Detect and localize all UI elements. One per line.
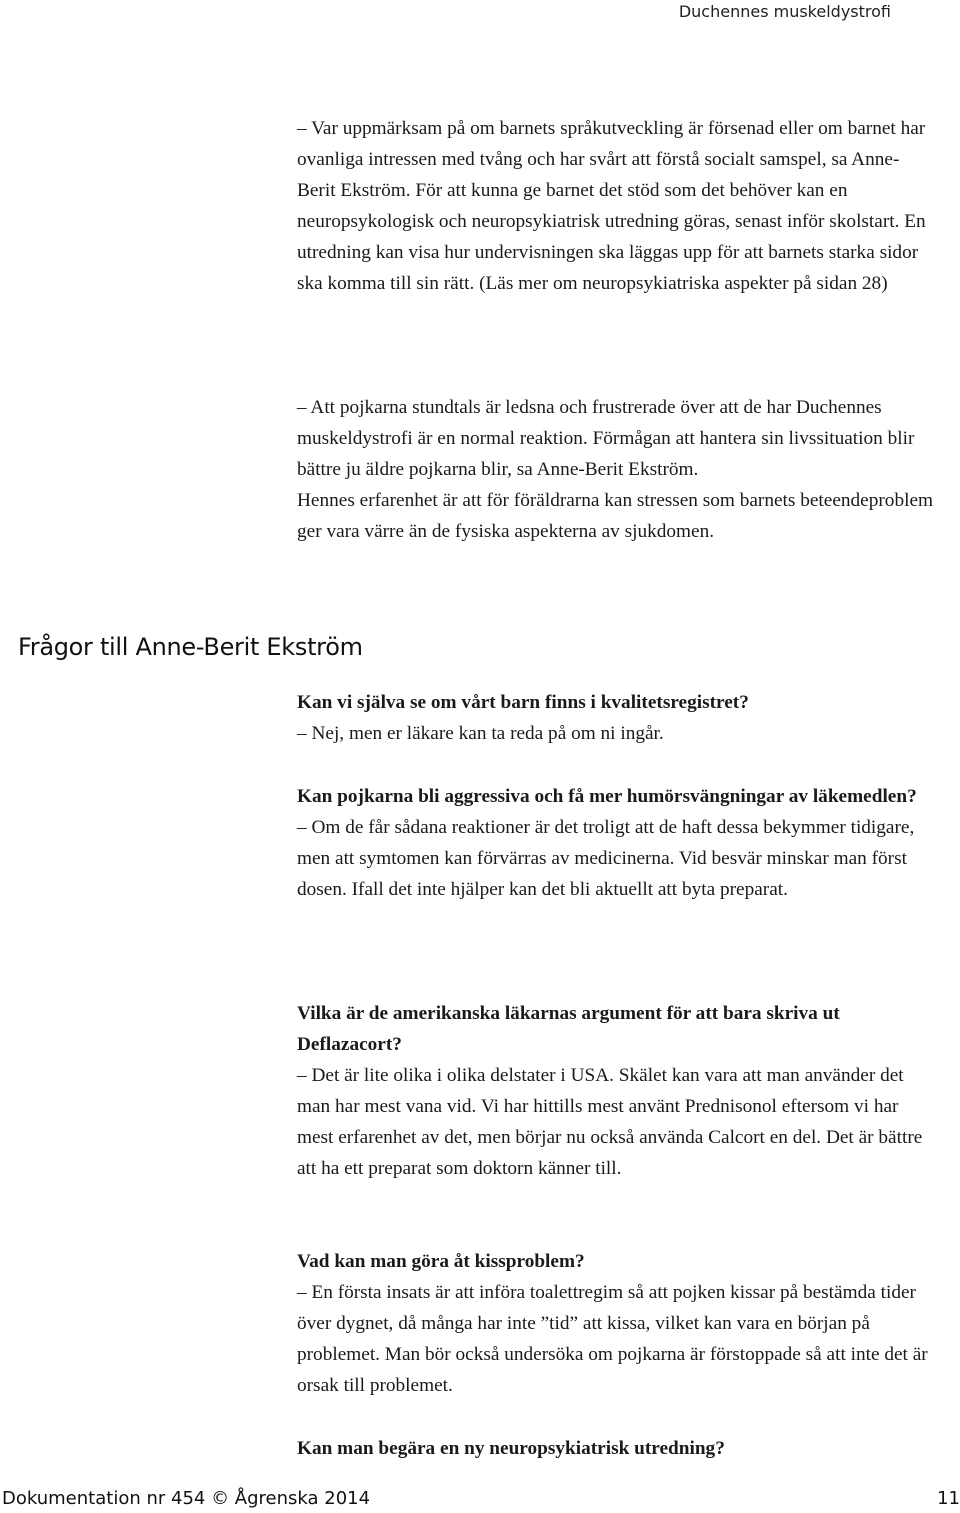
question-5: Kan man begära en ny neuropsykiatrisk utredning? xyxy=(297,1438,725,1459)
intro-block-1 xyxy=(297,113,937,299)
answer-3: – Det är lite olika i olika delstater i USA. Skälet kan vara att man använder det man har mest vana vid. Vi har hittills mest använt Prednisonol eftersom vi har mest erfarenhet av det, men börjar nu också använda Calcort en del. Det är bättre att ha ett preparat som doktorn känner till. xyxy=(297,1065,923,1179)
qa-item-1 xyxy=(297,687,937,749)
intro-paragraph-1: – Var uppmärksam på om barnets språkutveckling är försenad eller om barnet har ovanliga intressen med tvång och har svårt att förstå socialt samspel, sa Anne-Berit Ekström. För att kunna ge barnet det stöd som det behöver kan en neuropsykologisk och neuropsykiatrisk utredning göras, senast inför skolstart. En utredning kan visa hur undervisningen ska läggas upp för att barnets starka sidor ska komma till sin rätt. (Läs mer om neuropsykiatriska aspekter på sidan 28) xyxy=(297,118,926,294)
qa-item-2 xyxy=(297,781,937,905)
question-3: Vilka är de amerikanska läkarnas argument för att bara skriva ut Deflazacort? xyxy=(297,1003,840,1055)
running-header: Duchennes muskeldystrofi xyxy=(678,2,891,21)
intro-paragraph-3: Hennes erfarenhet är att för föräldrarna kan stressen som barnets beteendeproblem ger vara värre än de fysiska aspekterna av sjukdomen. xyxy=(297,490,933,542)
question-1: Kan vi själva se om vårt barn finns i kvalitetsregistret? xyxy=(297,692,749,713)
answer-4: – En första insats är att införa toalettregim så att pojken kissar på bestämda tider över dygnet, då många har inte ”tid” att kissa, vilket kan vara en början på problemet. Man bör också undersöka om pojkarna är förstoppade så att inte det är orsak till problemet. xyxy=(297,1282,928,1396)
intro-block-2 xyxy=(297,392,937,547)
footer-publication: Dokumentation nr 454 © Ågrenska 2014 xyxy=(2,1488,371,1509)
answer-2: – Om de får sådana reaktioner är det troligt att de haft dessa bekymmer tidigare, men att symtomen kan förvärras av medicinerna. Vid besvär minskar man först dosen. Ifall det inte hjälper kan det bli aktuellt att byta preparat. xyxy=(297,817,915,900)
qa-item-5 xyxy=(297,1433,937,1464)
page-number: 11 xyxy=(937,1488,960,1509)
intro-paragraph-2: – Att pojkarna stundtals är ledsna och frustrerade över att de har Duchennes muskeldystrofi är en normal reaktion. Förmågan att hantera sin livssituation blir bättre ju äldre pojkarna blir, sa Anne-Berit Ekström. xyxy=(297,397,915,480)
qa-item-3 xyxy=(297,998,937,1184)
question-2: Kan pojkarna bli aggressiva och få mer humörsvängningar av läkemedlen? xyxy=(297,786,917,807)
section-heading: Frågor till Anne-Berit Ekström xyxy=(18,633,363,661)
answer-1: – Nej, men er läkare kan ta reda på om ni ingår. xyxy=(297,723,664,744)
qa-item-4 xyxy=(297,1246,937,1401)
question-4: Vad kan man göra åt kissproblem? xyxy=(297,1251,585,1272)
